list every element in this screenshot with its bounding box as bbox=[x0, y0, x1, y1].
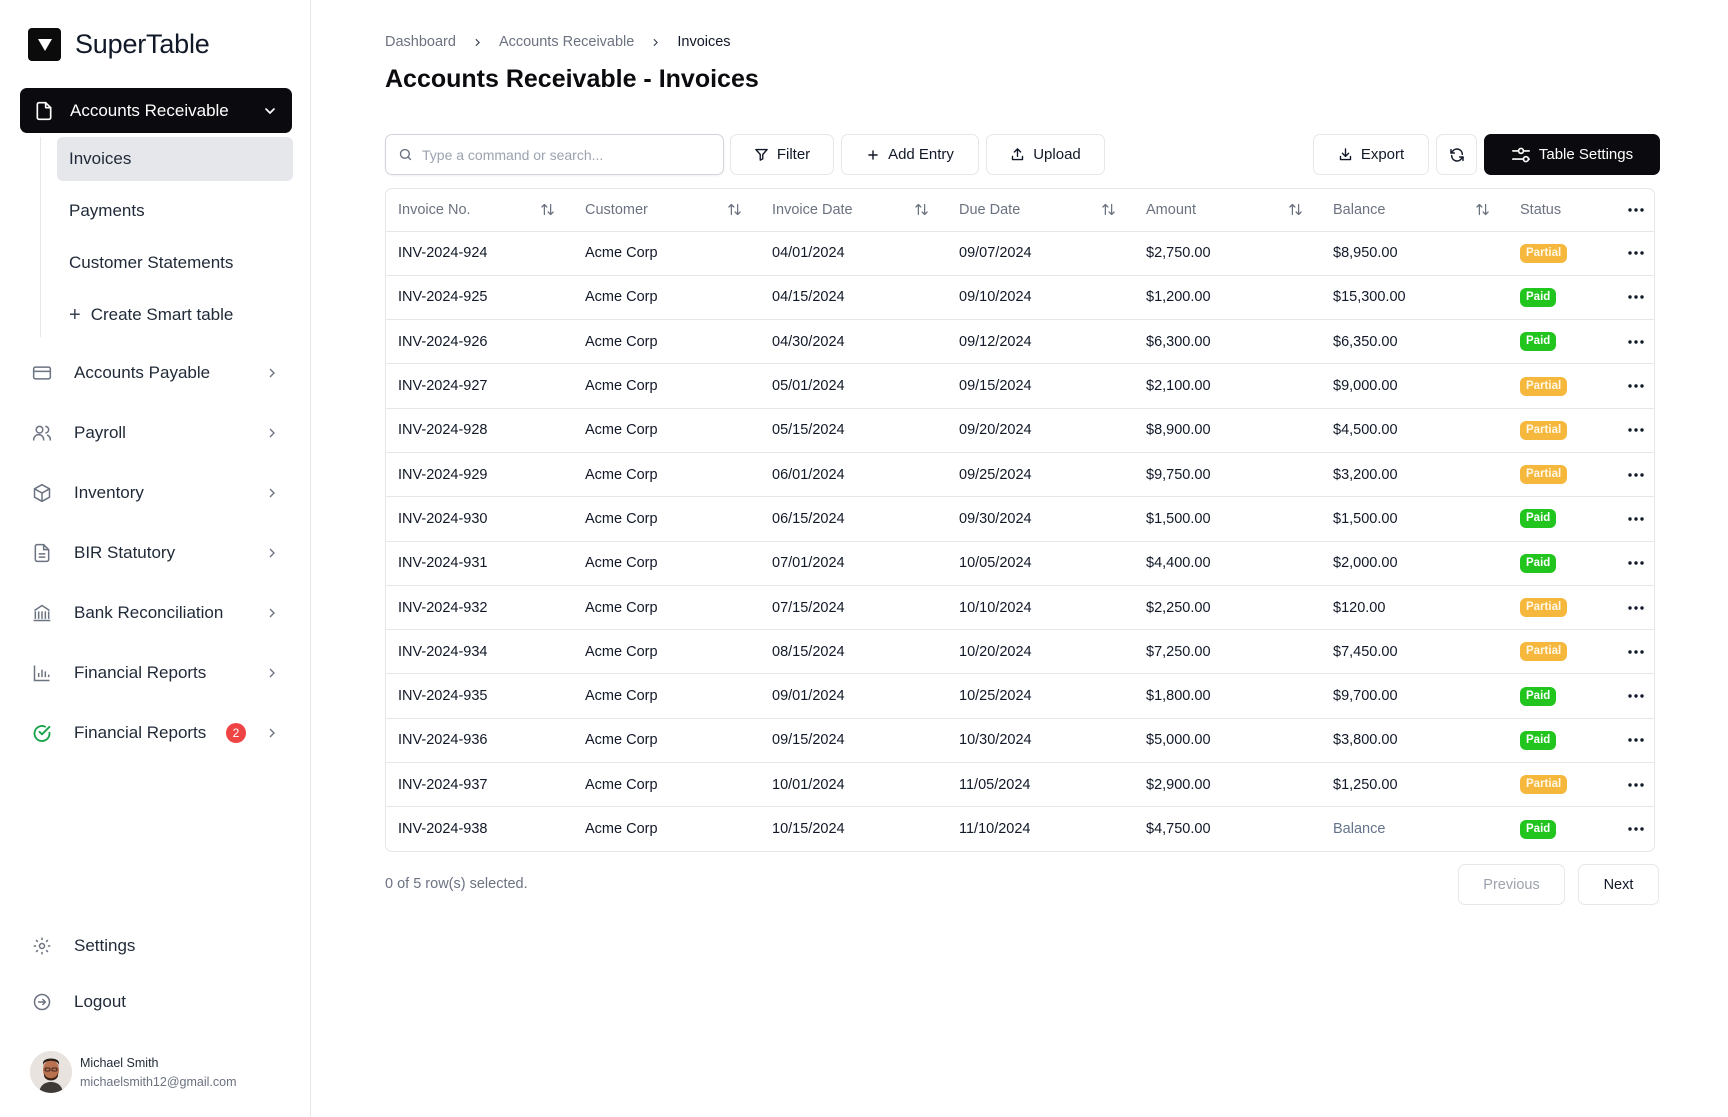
gear-icon bbox=[32, 936, 52, 956]
cell-status bbox=[1508, 763, 1613, 807]
more-horizontal-icon[interactable] bbox=[1625, 473, 1655, 477]
cell-invoice-date: 04/15/2024 bbox=[760, 275, 947, 319]
column-header-label: Invoice Date bbox=[772, 201, 853, 218]
filter-button-label: Filter bbox=[776, 146, 811, 163]
subnav-invoices[interactable] bbox=[57, 137, 293, 181]
status-badge: Paid bbox=[1520, 731, 1556, 750]
cell-invoice-date: 05/01/2024 bbox=[760, 364, 947, 408]
cell-customer: Acme Corp bbox=[585, 821, 658, 838]
search-icon bbox=[398, 147, 413, 162]
cell-due-date: 09/25/2024 bbox=[947, 452, 1134, 496]
filter-button[interactable] bbox=[730, 134, 834, 175]
logo-icon bbox=[28, 28, 61, 61]
next-page-button[interactable]: Next bbox=[1578, 864, 1659, 905]
search-input[interactable] bbox=[422, 147, 711, 163]
cell-due-date: 10/05/2024 bbox=[947, 541, 1134, 585]
status-badge: Paid bbox=[1520, 332, 1556, 351]
cell-status bbox=[1508, 674, 1613, 718]
nav-inventory[interactable] bbox=[20, 471, 292, 515]
cell-invoice-date: 04/30/2024 bbox=[760, 320, 947, 364]
cell-customer: Acme Corp bbox=[573, 630, 760, 674]
nav-accounts-receivable-label: Accounts Receivable bbox=[70, 100, 229, 120]
chevron-right-icon bbox=[264, 605, 280, 621]
cell-amount: $1,200.00 bbox=[1134, 275, 1321, 319]
cell-due-date: 09/12/2024 bbox=[947, 320, 1134, 364]
add-entry-button[interactable] bbox=[841, 134, 979, 175]
column-header-label: Balance bbox=[1333, 201, 1386, 218]
cell-invoice: INV-2024-930 bbox=[386, 497, 573, 541]
cell-actions bbox=[1613, 763, 1655, 807]
status-badge: Partial bbox=[1520, 775, 1567, 794]
app-logo[interactable] bbox=[28, 28, 210, 61]
cell-due-date: 09/20/2024 bbox=[947, 408, 1134, 452]
cell-invoice: INV-2024-936 bbox=[386, 718, 573, 762]
app-name: SuperTable bbox=[75, 29, 210, 59]
file-icon bbox=[34, 101, 54, 121]
status-badge: Partial bbox=[1520, 421, 1567, 440]
nav-accounts-payable-label: Accounts Payable bbox=[74, 363, 211, 382]
cell-invoice: INV-2024-932 bbox=[386, 585, 573, 629]
cell-invoice: INV-2024-934 bbox=[386, 630, 573, 674]
status-badge: Partial bbox=[1520, 465, 1567, 484]
sort-icon bbox=[540, 202, 555, 217]
cell-actions bbox=[1613, 320, 1655, 364]
cell-actions bbox=[1613, 807, 1655, 851]
table-body bbox=[386, 231, 1655, 851]
cell-amount: $9,750.00 bbox=[1134, 452, 1321, 496]
cell-customer: Acme Corp bbox=[573, 674, 760, 718]
cell-amount: $6,300.00 bbox=[1134, 320, 1321, 364]
upload-button[interactable] bbox=[986, 134, 1105, 175]
cell-balance: $120.00 bbox=[1321, 585, 1508, 629]
check-circle-icon bbox=[32, 723, 52, 743]
plus-icon bbox=[866, 148, 880, 162]
table-row[interactable] bbox=[386, 364, 1655, 408]
table-row[interactable] bbox=[386, 674, 1655, 718]
cell-status bbox=[1508, 497, 1613, 541]
table-row[interactable] bbox=[386, 497, 1655, 541]
column-header-status[interactable] bbox=[1508, 189, 1613, 231]
cell-customer: Acme Corp bbox=[573, 231, 760, 275]
more-horizontal-icon[interactable] bbox=[1625, 827, 1655, 831]
cell-due-date: 09/10/2024 bbox=[947, 275, 1134, 319]
nav-bir-statutory-label: BIR Statutory bbox=[74, 543, 176, 562]
column-header-label: Invoice No. bbox=[398, 201, 471, 218]
cell-status bbox=[1508, 364, 1613, 408]
credit-card-icon bbox=[32, 363, 52, 383]
cell-actions bbox=[1613, 541, 1655, 585]
cell-amount: $2,250.00 bbox=[1134, 585, 1321, 629]
cell-balance: $15,300.00 bbox=[1321, 275, 1508, 319]
download-icon bbox=[1338, 147, 1353, 162]
table-row[interactable] bbox=[386, 320, 1655, 364]
cell-invoice-date: 10/01/2024 bbox=[760, 763, 947, 807]
sliders-icon bbox=[1511, 146, 1531, 164]
table-row[interactable] bbox=[386, 630, 1655, 674]
more-horizontal-icon[interactable] bbox=[1625, 517, 1655, 521]
table-row[interactable] bbox=[386, 231, 1655, 275]
table-row[interactable] bbox=[386, 541, 1655, 585]
column-header-invoice-no[interactable] bbox=[386, 189, 573, 231]
search-box bbox=[385, 134, 724, 175]
nav-settings[interactable] bbox=[20, 924, 292, 968]
table-row[interactable] bbox=[386, 408, 1655, 452]
plus-icon: + bbox=[69, 304, 81, 326]
cell-status bbox=[1508, 585, 1613, 629]
cell-actions bbox=[1613, 231, 1655, 275]
nav-bank-reconciliation[interactable] bbox=[20, 591, 292, 635]
cell-customer: Acme Corp bbox=[573, 364, 760, 408]
more-horizontal-icon[interactable] bbox=[1625, 561, 1655, 565]
cell-due-date: 11/05/2024 bbox=[947, 763, 1134, 807]
upload-button-label: Upload bbox=[1033, 146, 1081, 163]
more-horizontal-icon[interactable] bbox=[1625, 606, 1655, 610]
table-row[interactable] bbox=[386, 585, 1655, 629]
more-horizontal-icon[interactable] bbox=[1625, 208, 1655, 212]
cell-invoice: INV-2024-929 bbox=[386, 452, 573, 496]
cell-actions bbox=[1613, 452, 1655, 496]
subnav-customer-statements[interactable] bbox=[57, 241, 293, 285]
subnav-payments[interactable] bbox=[57, 189, 293, 233]
more-horizontal-icon[interactable] bbox=[1625, 384, 1655, 388]
chevron-right-icon bbox=[264, 725, 280, 741]
upload-icon bbox=[1010, 147, 1025, 162]
table-settings-button[interactable] bbox=[1484, 134, 1660, 175]
add-entry-button-label: Add Entry bbox=[888, 146, 954, 163]
cell-customer: Acme Corp bbox=[573, 408, 760, 452]
cell-due-date: 11/10/2024 bbox=[959, 821, 1031, 838]
status-badge: Partial bbox=[1520, 642, 1567, 661]
refresh-icon bbox=[1449, 147, 1465, 163]
more-horizontal-icon[interactable] bbox=[1625, 738, 1655, 742]
nav-financial-reports-checked-label: Financial Reports bbox=[74, 723, 207, 742]
sort-icon bbox=[914, 202, 929, 217]
cell-actions bbox=[1613, 718, 1655, 762]
logout-icon bbox=[32, 992, 52, 1012]
cell-amount: $1,500.00 bbox=[1134, 497, 1321, 541]
cell-customer: Acme Corp bbox=[573, 275, 760, 319]
table-row[interactable] bbox=[386, 763, 1655, 807]
nav-financial-reports[interactable] bbox=[20, 651, 292, 695]
chevron-right-icon bbox=[264, 545, 280, 561]
chevron-right-icon bbox=[264, 365, 280, 381]
cell-due-date: 09/15/2024 bbox=[947, 364, 1134, 408]
cell-invoice-date: 05/15/2024 bbox=[760, 408, 947, 452]
cell-balance: $9,700.00 bbox=[1321, 674, 1508, 718]
cell-status bbox=[1508, 231, 1613, 275]
cell-balance: $4,500.00 bbox=[1321, 408, 1508, 452]
more-horizontal-icon[interactable] bbox=[1625, 650, 1655, 654]
cell-status bbox=[1508, 630, 1613, 674]
users-icon bbox=[32, 423, 52, 443]
chevron-right-icon bbox=[264, 665, 280, 681]
chevron-right-icon bbox=[264, 425, 280, 441]
package-icon bbox=[32, 483, 52, 503]
cell-actions bbox=[1613, 408, 1655, 452]
nav-payroll-label: Payroll bbox=[74, 423, 126, 442]
cell-amount: $2,100.00 bbox=[1134, 364, 1321, 408]
cell-invoice: INV-2024-927 bbox=[386, 364, 573, 408]
cell-invoice: INV-2024-938 bbox=[398, 821, 488, 838]
nav-settings-label: Settings bbox=[74, 936, 136, 955]
nav-logout[interactable] bbox=[20, 980, 292, 1024]
subnav-create-smart-table[interactable] bbox=[57, 293, 293, 337]
page-title: Accounts Receivable - Invoices bbox=[385, 65, 759, 93]
cell-due-date: 10/30/2024 bbox=[947, 718, 1134, 762]
more-horizontal-icon[interactable] bbox=[1625, 251, 1655, 255]
cell-actions bbox=[1613, 497, 1655, 541]
status-badge: Paid bbox=[1520, 288, 1556, 307]
sort-icon bbox=[1101, 202, 1116, 217]
table-row[interactable] bbox=[386, 807, 1655, 851]
cell-invoice: INV-2024-937 bbox=[386, 763, 573, 807]
cell-invoice-date: 06/15/2024 bbox=[760, 497, 947, 541]
table-row[interactable] bbox=[386, 718, 1655, 762]
cell-invoice: INV-2024-928 bbox=[386, 408, 573, 452]
sidebar bbox=[0, 0, 311, 1117]
sort-icon bbox=[727, 202, 742, 217]
nav-financial-reports-label: Financial Reports bbox=[74, 663, 207, 682]
column-header-actions[interactable] bbox=[1613, 189, 1655, 231]
bar-chart-icon bbox=[32, 663, 52, 683]
cell-status bbox=[1508, 718, 1613, 762]
cell-due-date: 10/20/2024 bbox=[947, 630, 1134, 674]
cell-amount: $7,250.00 bbox=[1134, 630, 1321, 674]
nav-accounts-payable[interactable] bbox=[20, 351, 292, 395]
column-header-invoice-date[interactable] bbox=[760, 189, 947, 231]
breadcrumb-accounts-receivable[interactable]: Accounts Receivable bbox=[498, 34, 635, 50]
cell-invoice-date: 09/01/2024 bbox=[760, 674, 947, 718]
cell-balance: Balance bbox=[1333, 821, 1386, 838]
cell-invoice-date: 06/01/2024 bbox=[760, 452, 947, 496]
cell-status bbox=[1508, 807, 1613, 851]
cell-customer: Acme Corp bbox=[573, 541, 760, 585]
toolbar bbox=[385, 134, 1655, 175]
cell-invoice: INV-2024-931 bbox=[386, 541, 573, 585]
cell-balance: $7,450.00 bbox=[1321, 630, 1508, 674]
cell-due-date: 09/07/2024 bbox=[947, 231, 1134, 275]
sort-icon bbox=[1288, 202, 1303, 217]
status-badge: Paid bbox=[1520, 687, 1556, 706]
cell-invoice: INV-2024-924 bbox=[386, 231, 573, 275]
cell-customer: Acme Corp bbox=[573, 718, 760, 762]
status-badge: Partial bbox=[1520, 377, 1567, 396]
subnav-payments-label: Payments bbox=[69, 201, 145, 220]
chevron-right-icon bbox=[649, 36, 662, 49]
accounts-receivable-subnav bbox=[40, 137, 292, 337]
cell-balance: $8,950.00 bbox=[1321, 231, 1508, 275]
column-header-balance[interactable] bbox=[1321, 189, 1508, 231]
nav-financial-reports-checked[interactable] bbox=[20, 711, 292, 755]
more-horizontal-icon[interactable] bbox=[1625, 295, 1655, 299]
table-settings-button-label: Table Settings bbox=[1538, 146, 1634, 163]
cell-amount: $4,400.00 bbox=[1134, 541, 1321, 585]
subnav-customer-statements-label: Customer Statements bbox=[69, 253, 234, 272]
cell-actions bbox=[1613, 630, 1655, 674]
more-horizontal-icon[interactable] bbox=[1625, 783, 1655, 787]
column-header-label: Status bbox=[1520, 201, 1562, 218]
cell-invoice-date: 04/01/2024 bbox=[760, 231, 947, 275]
breadcrumb-dashboard[interactable]: Dashboard bbox=[385, 34, 456, 50]
cell-actions bbox=[1613, 275, 1655, 319]
cell-amount: $1,800.00 bbox=[1134, 674, 1321, 718]
user-email: michaelsmith12@gmail.com bbox=[80, 1074, 237, 1089]
cell-customer: Acme Corp bbox=[573, 585, 760, 629]
cell-actions bbox=[1613, 585, 1655, 629]
cell-due-date: 10/25/2024 bbox=[947, 674, 1134, 718]
column-header-due-date[interactable] bbox=[947, 189, 1134, 231]
status-badge: Paid bbox=[1520, 554, 1556, 573]
cell-invoice-date: 09/15/2024 bbox=[760, 718, 947, 762]
cell-invoice-date: 08/15/2024 bbox=[760, 630, 947, 674]
cell-invoice-date: 07/15/2024 bbox=[760, 585, 947, 629]
cell-actions bbox=[1613, 674, 1655, 718]
cell-invoice-date: 07/01/2024 bbox=[760, 541, 947, 585]
cell-amount: $2,750.00 bbox=[1134, 231, 1321, 275]
more-horizontal-icon[interactable] bbox=[1625, 340, 1655, 344]
status-badge: Partial bbox=[1520, 244, 1567, 263]
cell-customer: Acme Corp bbox=[573, 452, 760, 496]
cell-balance: $6,350.00 bbox=[1321, 320, 1508, 364]
status-badge: Partial bbox=[1520, 598, 1567, 617]
cell-invoice-date: 10/15/2024 bbox=[772, 821, 845, 838]
previous-page-button[interactable]: Previous bbox=[1458, 864, 1565, 905]
cell-invoice: INV-2024-925 bbox=[386, 275, 573, 319]
chevron-right-icon bbox=[264, 485, 280, 501]
cell-amount: $4,750.00 bbox=[1146, 821, 1211, 838]
more-horizontal-icon[interactable] bbox=[1625, 694, 1655, 698]
invoices-table bbox=[385, 188, 1655, 852]
column-header-label: Due Date bbox=[959, 201, 1021, 218]
cell-due-date: 10/10/2024 bbox=[947, 585, 1134, 629]
chevron-right-icon bbox=[471, 36, 484, 49]
export-button-label: Export bbox=[1360, 146, 1405, 163]
cell-balance: $3,200.00 bbox=[1321, 452, 1508, 496]
cell-status bbox=[1508, 452, 1613, 496]
breadcrumb bbox=[385, 34, 731, 50]
cell-balance: $9,000.00 bbox=[1321, 364, 1508, 408]
user-profile[interactable] bbox=[30, 1051, 237, 1093]
cell-balance: $1,500.00 bbox=[1321, 497, 1508, 541]
nav-payroll[interactable] bbox=[20, 411, 292, 455]
cell-amount: $5,000.00 bbox=[1134, 718, 1321, 762]
breadcrumb-invoices: Invoices bbox=[677, 34, 731, 50]
nav-bir-statutory[interactable] bbox=[20, 531, 292, 575]
column-header-customer[interactable] bbox=[573, 189, 760, 231]
cell-status bbox=[1508, 408, 1613, 452]
more-horizontal-icon[interactable] bbox=[1625, 428, 1655, 432]
filter-icon bbox=[754, 147, 769, 162]
cell-status bbox=[1508, 541, 1613, 585]
cell-customer: Acme Corp bbox=[573, 763, 760, 807]
cell-status bbox=[1508, 320, 1613, 364]
column-header-amount[interactable] bbox=[1134, 189, 1321, 231]
cell-balance: $3,800.00 bbox=[1321, 718, 1508, 762]
table-row[interactable] bbox=[386, 452, 1655, 496]
cell-customer: Acme Corp bbox=[573, 320, 760, 364]
avatar bbox=[30, 1051, 72, 1093]
cell-amount: $2,900.00 bbox=[1134, 763, 1321, 807]
cell-invoice: INV-2024-935 bbox=[386, 674, 573, 718]
cell-balance: $2,000.00 bbox=[1321, 541, 1508, 585]
nav-accounts-receivable[interactable] bbox=[20, 88, 292, 133]
table-row[interactable] bbox=[386, 275, 1655, 319]
subnav-invoices-label: Invoices bbox=[69, 149, 132, 168]
nav-logout-label: Logout bbox=[74, 992, 126, 1011]
cell-invoice: INV-2024-926 bbox=[386, 320, 573, 364]
cell-actions bbox=[1613, 364, 1655, 408]
export-button[interactable] bbox=[1313, 134, 1429, 175]
table-header-row bbox=[386, 189, 1655, 231]
column-header-label: Customer bbox=[585, 201, 648, 218]
cell-amount: $8,900.00 bbox=[1134, 408, 1321, 452]
user-name: Michael Smith bbox=[80, 1055, 159, 1070]
nav-inventory-label: Inventory bbox=[74, 483, 144, 502]
column-header-label: Amount bbox=[1146, 201, 1196, 218]
refresh-button[interactable] bbox=[1436, 134, 1477, 175]
status-badge: Paid bbox=[1520, 820, 1556, 839]
cell-customer: Acme Corp bbox=[573, 497, 760, 541]
nav-bank-reconciliation-label: Bank Reconciliation bbox=[74, 603, 224, 622]
notification-badge: 2 bbox=[226, 723, 246, 743]
status-badge: Paid bbox=[1520, 509, 1556, 528]
bank-icon bbox=[32, 603, 52, 623]
selection-status: 0 of 5 row(s) selected. bbox=[385, 876, 528, 892]
sort-icon bbox=[1475, 202, 1490, 217]
cell-status bbox=[1508, 275, 1613, 319]
subnav-create-smart-table-label: Create Smart table bbox=[90, 305, 234, 324]
cell-due-date: 09/30/2024 bbox=[947, 497, 1134, 541]
chevron-down-icon bbox=[262, 103, 278, 119]
document-icon bbox=[32, 543, 52, 563]
cell-balance: $1,250.00 bbox=[1321, 763, 1508, 807]
